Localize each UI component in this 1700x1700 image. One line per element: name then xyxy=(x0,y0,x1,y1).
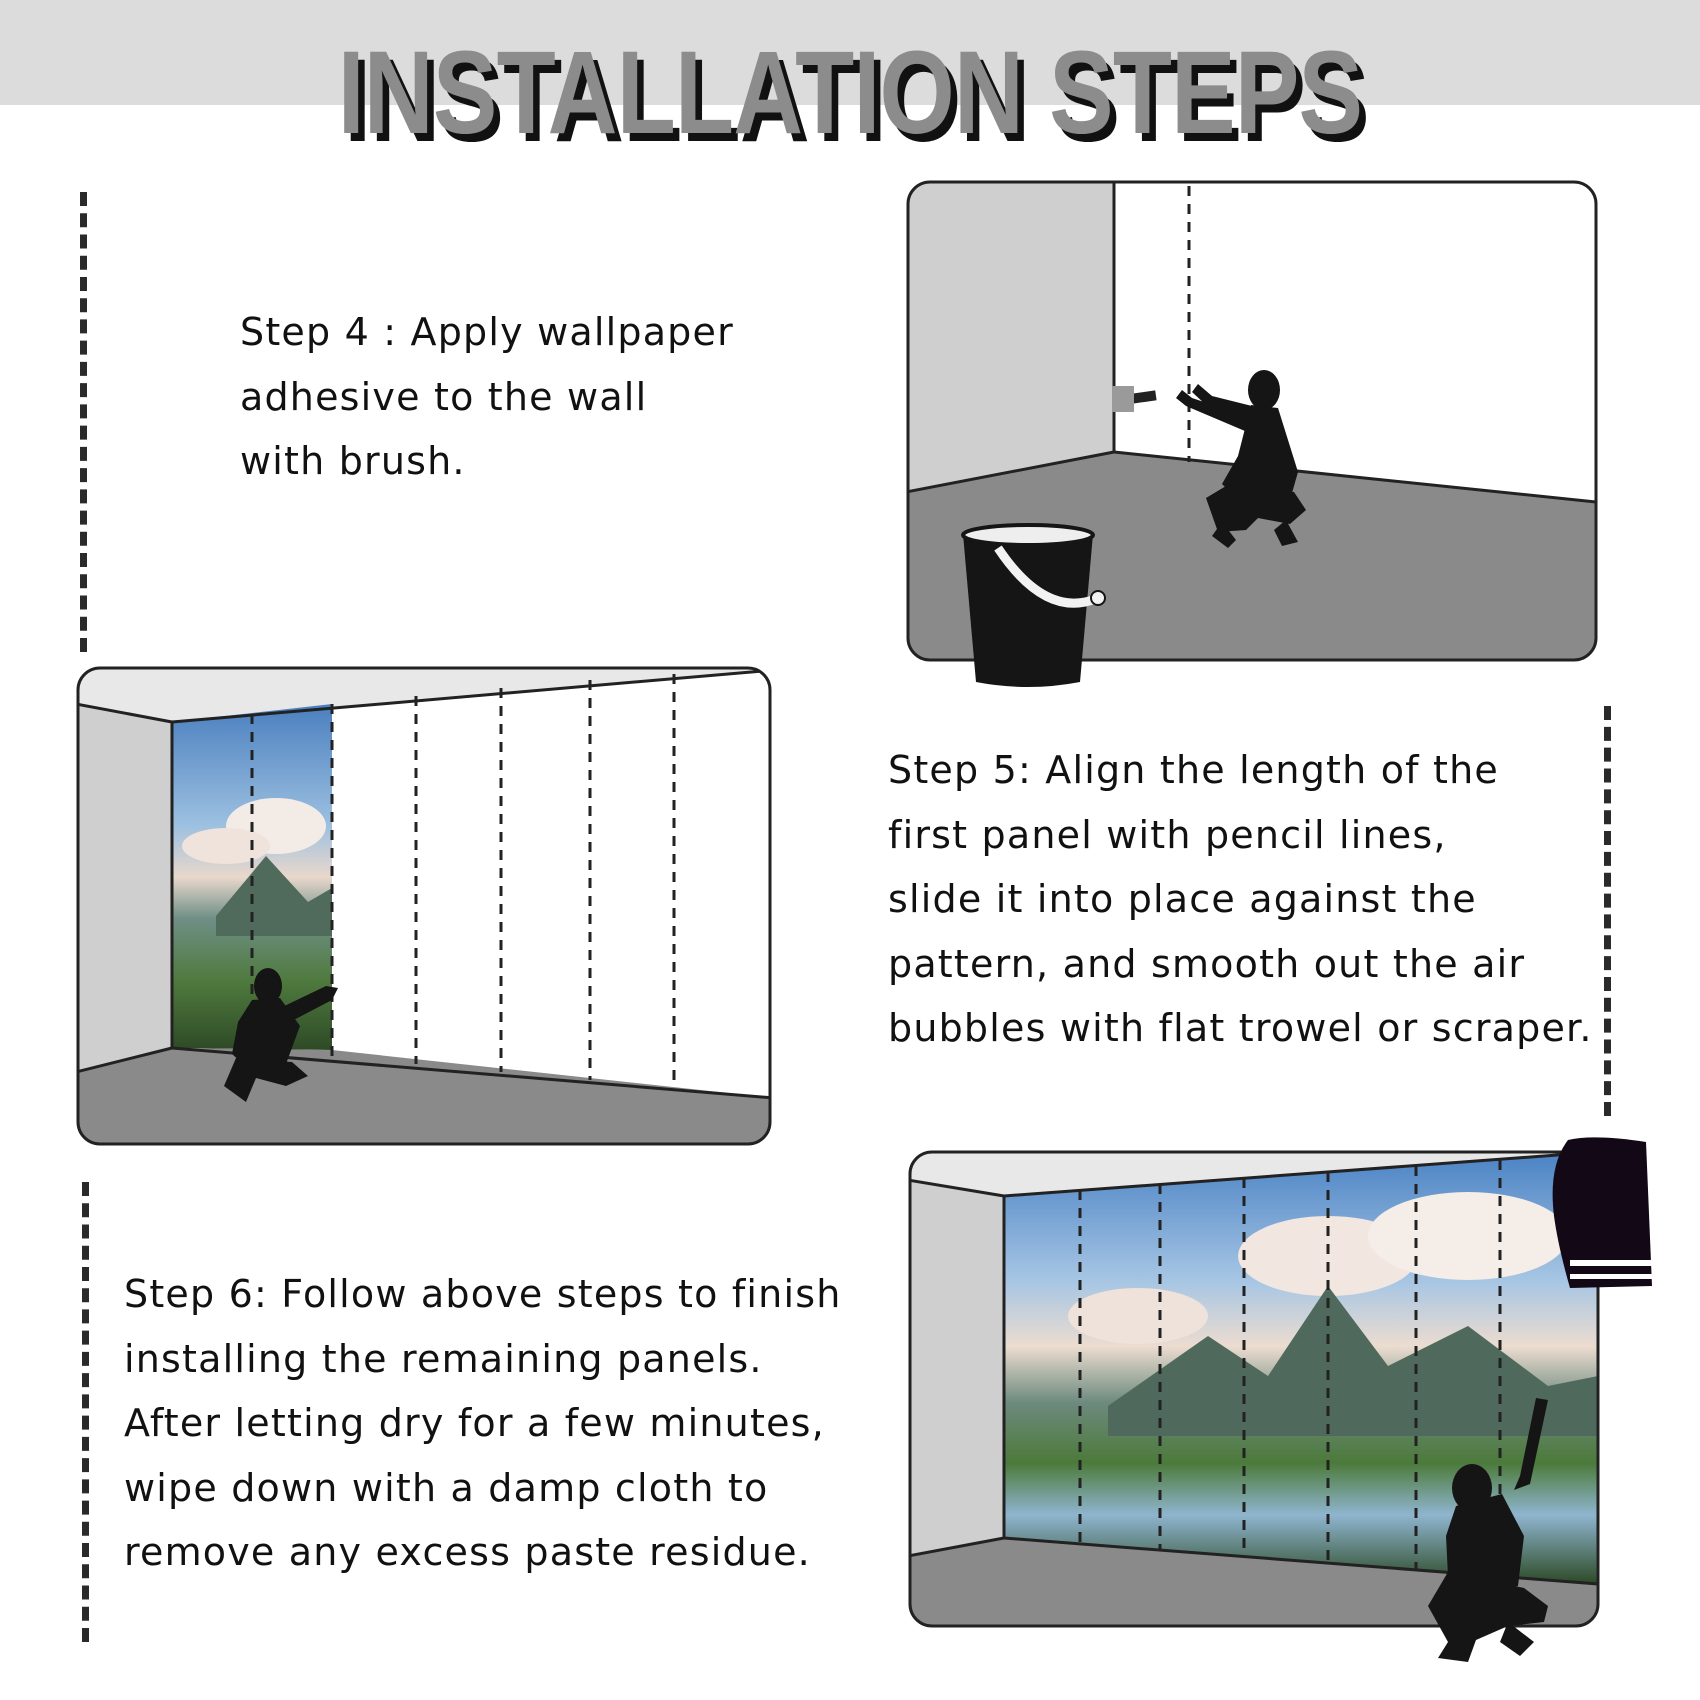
step-4-text: Step 4 : Apply wallpaper adhesive to the wall with brush. xyxy=(240,310,734,483)
step-6-text: Step 6: Follow above steps to finish installing the remaining panels. After letting dry for a few minutes, wipe down with a damp cloth to remove any excess paste residue. xyxy=(124,1272,842,1574)
left-dashed-guide-top xyxy=(80,192,87,652)
towel-icon xyxy=(1553,1137,1652,1288)
right-dashed-guide xyxy=(1604,706,1611,1116)
bucket-icon xyxy=(963,525,1105,687)
page-title: INSTALLATION STEPS xyxy=(337,27,1363,159)
step-5-text: Step 5: Align the length of the first panel with pencil lines, slide it into place against the pattern, and smooth out the air bubbles with flat trowel or scraper. xyxy=(888,748,1593,1050)
step-6-illustration xyxy=(908,1136,1660,1676)
step-4-illustration xyxy=(906,180,1600,690)
step-5-illustration xyxy=(76,666,774,1148)
left-dashed-guide-bottom xyxy=(82,1182,89,1642)
